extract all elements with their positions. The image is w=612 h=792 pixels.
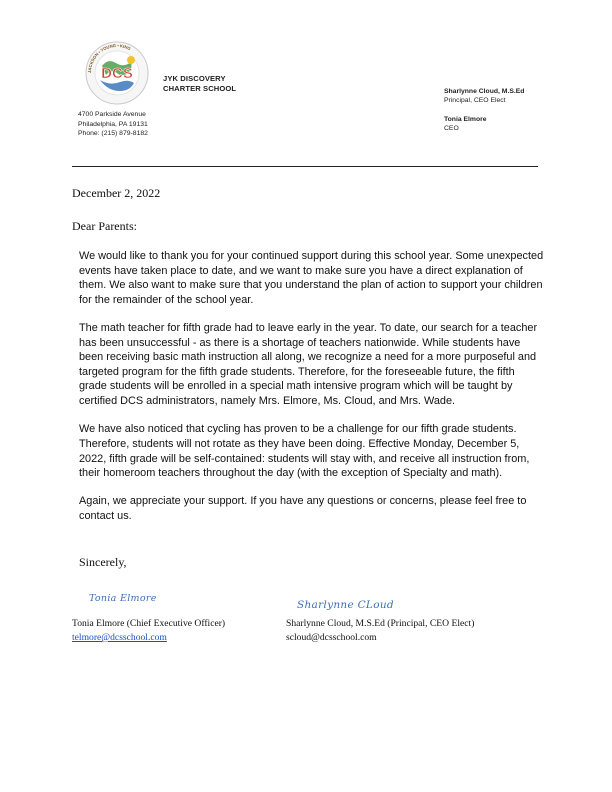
address-city: Philadelphia, PA 19131	[78, 120, 148, 128]
signatory-left-email-link[interactable]: telmore@dcsschool.com	[72, 632, 167, 643]
officers-block	[444, 87, 524, 134]
paragraph: The math teacher for fifth grade had to leave early in the year. To date, our search for a teacher has been unsuccessful - as there is a shortage of teachers nationwide. While students have been receiving basic math instruction all along, we recognize a need for a more purposeful and targeted program for the fifth grade students. Therefore, for the foreseeable future, the fifth grade students will be enrolled in a special math intensive program which will be taught by certified DCS administrators, namely Mrs. Elmore, Ms. Cloud, and Mrs. Wade.	[79, 322, 538, 408]
officer1-title: Principal, CEO Elect	[444, 97, 506, 105]
letter-body	[79, 249, 545, 537]
paragraph: We have also noticed that cycling has proven to be a challenge for our fifth grade students. Therefore, students will not rotate as they have been doing. Effective Monday, December 5, 2022, fifth grade will be self-contained: students will stay with, and receive all instruction from, their homeroom teachers throughout the day (with the exception of Specialty and math).	[79, 423, 530, 480]
signatory-right-name: Sharlynne Cloud, M.S.Ed (Principal, CEO Elect)	[286, 618, 475, 629]
officer1-name: Sharlynne Cloud, M.S.Ed	[444, 88, 525, 95]
logo-text: DCS	[101, 65, 133, 82]
school-name-line2: CHARTER SCHOOL	[163, 84, 237, 93]
school-logo	[84, 40, 150, 106]
officer2-name: Tonia Elmore	[444, 115, 487, 123]
letter-date: December 2, 2022	[72, 186, 161, 200]
address-phone: Phone: (215) 879-8182	[78, 130, 148, 138]
paragraph: Again, we appreciate your support. If you have any questions or concerns, please feel free to contact us.	[79, 495, 527, 522]
signatory-right	[286, 617, 474, 645]
address-street: 4700 Parkside Avenue	[78, 111, 146, 118]
signature-right: Sharlynne CLoud	[297, 599, 394, 611]
signatory-left	[72, 617, 225, 645]
header-divider	[72, 166, 538, 167]
school-name-line1: JYK DISCOVERY	[163, 74, 226, 83]
logo-ring-text: JACKSON • YOUNG • KING	[86, 42, 132, 74]
paragraph: We would like to thank you for your continued support during this school year. Some unexpected events have taken place to date, and we want to make sure you have a direct explanation of them. We also want to make sure that you understand the plan of action to support your children for the remainder of the school year.	[79, 250, 544, 306]
letter-closing: Sincerely,	[79, 555, 127, 569]
signatory-left-name: Tonia Elmore (Chief Executive Officer)	[72, 618, 226, 629]
school-name	[163, 74, 236, 94]
officer2-title: CEO	[444, 125, 459, 133]
signature-left: Tonia Elmore	[89, 593, 157, 604]
signatory-right-email: scloud@dcsschool.com	[286, 632, 377, 643]
school-address	[78, 110, 148, 139]
letter-salutation: Dear Parents:	[72, 219, 137, 233]
